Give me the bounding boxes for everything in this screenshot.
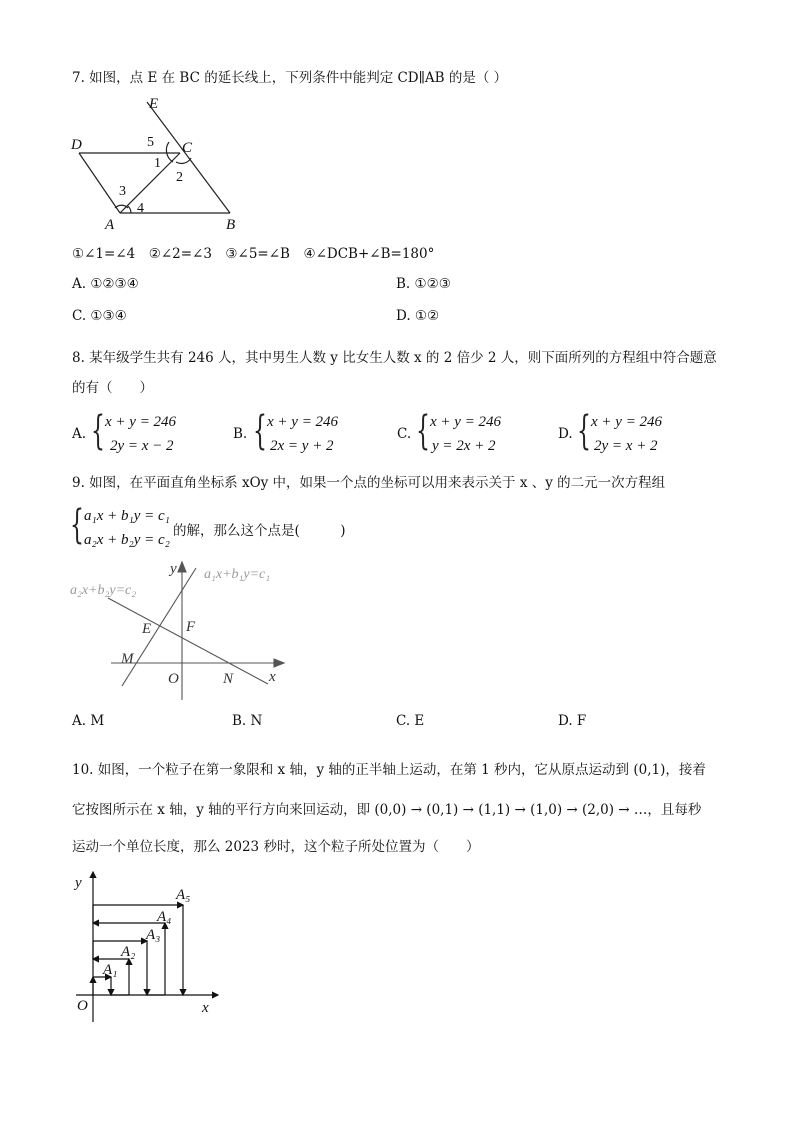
q8-option-d-eq2: 2y = x + 2 — [594, 438, 658, 454]
q9-option-d[interactable]: D. F — [558, 713, 587, 729]
q7-stem: 7. 如图，点 E 在 BC 的延长线上，下列条件中能判定 CD∥AB 的是（ ） — [72, 70, 508, 86]
q7-option-b[interactable]: B. ①②③ — [396, 276, 451, 292]
q9-stem-tail: 的解，那么这个点是( ) — [173, 523, 346, 539]
q9-system-eq2: a₂x + b₂y = c₂ — [84, 532, 170, 548]
q7-figure — [65, 92, 255, 234]
q8-stem-line1: 8. 某年级学生共有 246 人，其中男生人数 y 比女生人数 x 的 2 倍少 2 人，则下面所列的方程组中符合题意 — [72, 350, 717, 366]
q8-option-a-eq1: x + y = 246 — [105, 414, 177, 430]
q9-stem: 9. 如图，在平面直角坐标系 xOy 中，如果一个点的坐标可以用来表示关于 x 、y 的二元一次方程组 — [72, 475, 666, 491]
q8-option-d-label[interactable]: D. — [558, 426, 573, 442]
q10-label-x: x — [202, 1000, 209, 1016]
q9-x-axis-arrow — [274, 659, 284, 667]
q10-label-a4: A₄ — [157, 909, 172, 925]
q9-label-x: x — [269, 669, 276, 685]
q8-option-c-eq1: x + y = 246 — [430, 414, 502, 430]
q7-conditions: ①∠1=∠4 ②∠2=∠3 ③∠5=∠B ④∠DCB+∠B=180° — [72, 246, 435, 262]
q7-label-a: A — [105, 217, 115, 233]
q10-label-a5: A₅ — [176, 887, 191, 903]
q7-angle-1: 1 — [154, 156, 161, 171]
q7-angle-3: 3 — [119, 184, 126, 199]
q9-line-1-label: a₁x+b₁y=c₁ — [204, 567, 271, 582]
q9-label-n: N — [223, 671, 234, 687]
q10-label-a1: A₁ — [103, 962, 118, 978]
q9-option-b[interactable]: B. N — [232, 713, 263, 729]
q9-label-f: F — [186, 619, 196, 635]
q9-option-a[interactable]: A. M — [72, 713, 105, 729]
q10-label-y: y — [75, 875, 82, 891]
q7-angle-4: 4 — [137, 201, 144, 216]
q9-line-2-label: a₂x+b₂y=c₂ — [70, 583, 137, 598]
q9-label-e: E — [142, 621, 152, 637]
q7-label-d: D — [71, 137, 82, 153]
q7-option-a[interactable]: A. ①②③④ — [72, 276, 139, 292]
q7-arc-5 — [166, 142, 173, 162]
q7-angle-5: 5 — [147, 135, 154, 150]
q7-label-b: B — [226, 217, 236, 233]
q7-option-d[interactable]: D. ①② — [396, 308, 440, 324]
q7-label-e: E — [149, 96, 159, 112]
q8-option-c-brace: { — [416, 408, 430, 454]
q9-system-brace: { — [70, 502, 84, 548]
q10-label-o: O — [77, 998, 88, 1014]
q8-option-b-eq1: x + y = 246 — [267, 414, 339, 430]
q10-label-a2: A₂ — [121, 944, 136, 960]
q9-label-y: y — [170, 561, 177, 577]
q9-y-axis-arrow — [178, 562, 186, 572]
q8-option-a-eq2: 2y = x − 2 — [110, 438, 174, 454]
q9-label-m: M — [121, 651, 134, 667]
q10-line1: 10. 如图，一个粒子在第一象限和 x 轴，y 轴的正半轴上运动，在第 1 秒内，它从原点运动到 (0,1)，接着 — [72, 762, 706, 778]
q8-option-a-label[interactable]: A. — [72, 426, 87, 442]
q8-option-d-brace: { — [577, 408, 591, 454]
q8-option-b-label[interactable]: B. — [233, 426, 248, 442]
q10-figure — [66, 862, 236, 1024]
q8-option-a-brace: { — [91, 408, 105, 454]
q9-label-o: O — [168, 671, 179, 687]
q7-arc-4 — [128, 206, 131, 213]
q7-line-da — [79, 153, 120, 213]
q7-angle-2: 2 — [176, 170, 183, 185]
q8-option-c-label[interactable]: C. — [397, 426, 412, 442]
q7-label-c: C — [182, 140, 193, 156]
q8-option-b-brace: { — [253, 408, 267, 454]
q8-option-d-eq1: x + y = 246 — [591, 414, 663, 430]
q9-figure — [66, 556, 296, 704]
q7-line-ac — [120, 153, 180, 213]
q8-option-c-eq2: y = 2x + 2 — [432, 438, 496, 454]
q10-line3: 运动一个单位长度，那么 2023 秒时，这个粒子所处位置为（ ） — [72, 839, 480, 855]
q10-line2: 它按图所示在 x 轴，y 轴的平行方向来回运动，即 (0,0) → (0,1) → (1,1) → (1,0) → (2,0) → …，且每秒 — [72, 802, 702, 818]
q9-option-c[interactable]: C. E — [396, 713, 425, 729]
q9-line-2 — [108, 598, 268, 684]
q8-stem-line2: 的有（ ） — [72, 380, 153, 396]
q10-label-a3: A₃ — [146, 927, 161, 943]
q8-option-b-eq2: 2x = y + 2 — [270, 438, 334, 454]
q7-option-c[interactable]: C. ①③④ — [72, 308, 127, 324]
q9-system-eq1: a₁x + b₁y = c₁ — [84, 508, 170, 524]
